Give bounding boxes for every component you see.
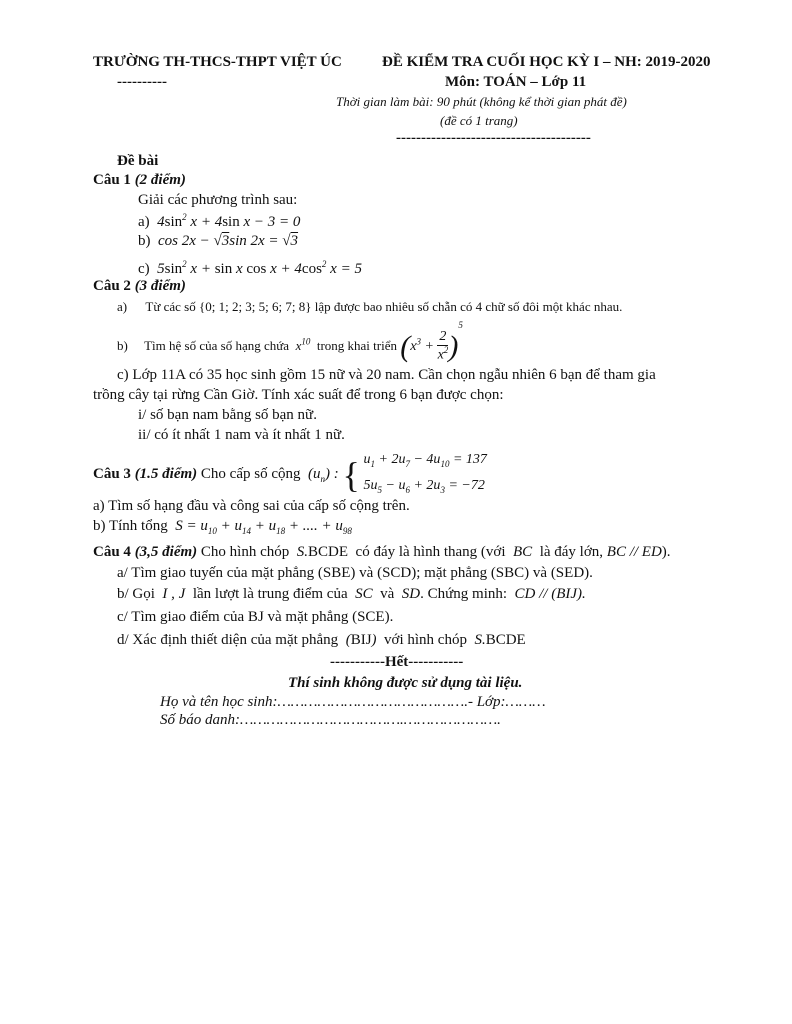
question-4b-sc: SC	[351, 586, 377, 602]
student-id-line: Số báo danh:……………………………….………………….	[160, 712, 501, 728]
question-4b-text-3: và	[380, 586, 395, 602]
question-1b-equation: cos 2x − √3sin 2x = √3	[154, 233, 299, 249]
end-marker: -----------Hết-----------	[330, 654, 464, 670]
question-3	[93, 449, 487, 501]
no-materials-note: Thí sinh không được sử dụng tài liệu.	[288, 675, 523, 691]
question-3b	[93, 518, 352, 536]
question-2b-label: b)	[117, 338, 128, 353]
question-2c-line-2: trồng cây tại rừng Cần Giờ. Tính xác suất để trong 6 bạn được chọn:	[93, 387, 504, 403]
question-4a: a/ Tìm giao tuyến của mặt phẳng (SBE) và (SCD); mặt phẳng (SBC) và (SED).	[117, 565, 593, 581]
question-1-points: (2 điểm)	[134, 172, 186, 188]
question-2c-line-1: c) Lớp 11A có 35 học sinh gồm 15 nữ và 20 nam. Cần chọn ngẫu nhiên 6 bạn để tham gia	[117, 367, 656, 383]
question-1c-label: c)	[138, 261, 150, 277]
question-4d-pyramid: S.BCDE	[470, 632, 526, 648]
question-4b-text-1: b/ Gọi	[117, 586, 155, 602]
question-4-text-2: có đáy là hình thang (với	[355, 544, 506, 560]
question-4c: c/ Tìm giao điểm của BJ và mặt phẳng (SCE).	[117, 609, 394, 625]
question-3-system: $u_1 + 2u_7 - 4u_{10} = 137$ $5u_5 - u_6 + 2u_3 = -72$	[363, 452, 487, 495]
question-3-text: Cho cấp số cộng	[200, 466, 301, 483]
question-1-intro: Giải các phương trình sau:	[138, 192, 298, 208]
question-3-points: (1.5 điểm)	[134, 466, 198, 483]
question-4-text-3: là đáy lớn,	[539, 544, 604, 560]
question-4-title: Câu 4	[93, 544, 131, 560]
school-name: TRƯỜNG TH-THCS-THPT VIỆT ÚC	[93, 54, 342, 70]
question-1-heading	[93, 172, 186, 189]
question-4b-claim: CD // (BIJ).	[510, 586, 586, 602]
header-dashes-left: ----------	[117, 74, 167, 90]
exam-title: ĐỀ KIỂM TRA CUỐI HỌC KỲ I – NH: 2019-2020	[382, 54, 711, 70]
question-2b	[117, 320, 463, 363]
question-4d-plane: (BIJ)	[341, 632, 381, 648]
question-2b-term: $x^{10}$	[292, 336, 311, 353]
question-3b-sum: $S = u_{10} + u_{14} + u_{18}$ + .... + $u_{98}$	[171, 518, 352, 536]
question-4-pyramid: S.BCDE	[293, 544, 349, 560]
pages-line: (đề có 1 trang)	[440, 113, 518, 128]
question-3-title: Câu 3	[93, 466, 131, 483]
section-heading: Đề bài	[117, 153, 159, 169]
question-1c-equation: $5\sin^2$ x + sin x $\cos x + 4\cos^2$ x = 5	[153, 259, 362, 277]
question-3a: a) Tìm số hạng đầu và công sai của cấp số cộng trên.	[93, 498, 410, 514]
question-3b-text: b) Tính tổng	[93, 518, 168, 534]
question-2c-i: i/ số bạn nam bằng số bạn nữ.	[138, 407, 317, 423]
question-4d	[117, 632, 526, 649]
question-4-bc: BC	[509, 544, 536, 560]
question-4d-text-1: d/ Xác định thiết diện của mặt phẳng	[117, 632, 339, 648]
question-1-title: Câu 1	[93, 172, 131, 188]
question-3-sequence: $(u_n)$ :	[304, 466, 339, 485]
question-4-parallel: BC // ED	[606, 544, 662, 560]
question-2a-label: a)	[117, 299, 128, 314]
question-2-heading	[93, 278, 186, 295]
question-2b-text-2: trong khai triển	[316, 338, 397, 353]
question-2-title: Câu 2	[93, 278, 131, 294]
question-4-text-1: Cho hình chóp	[200, 544, 290, 560]
question-4b-sd: SD	[398, 586, 421, 602]
question-3-system-brace: {	[342, 454, 360, 495]
question-1a	[138, 212, 300, 231]
question-4d-text-2: với hình chóp	[384, 632, 467, 648]
question-2a-set: {0; 1; 2; 3; 5; 6; 7; 8}	[198, 299, 312, 314]
question-4	[93, 544, 671, 561]
question-2c-ii: ii/ có ít nhất 1 nam và ít nhất 1 nữ.	[138, 427, 345, 443]
question-2a-text-1: Từ các số	[145, 299, 196, 314]
question-1a-label: a)	[138, 214, 150, 230]
question-1b-label: b)	[138, 233, 151, 249]
question-1c	[138, 259, 362, 278]
question-1b	[138, 233, 298, 250]
question-4-points: (3,5 điểm)	[134, 544, 198, 560]
question-4b-text-2: lần lượt là trung điểm của	[192, 586, 348, 602]
student-name-line: Họ và tên học sinh:…………………………………….- Lớp:………	[160, 694, 546, 710]
question-2a	[117, 299, 622, 315]
question-2b-expansion: ($x^3$ + $\frac{2}{x^2}$ )$^5$	[400, 320, 463, 363]
question-4b-points: I , J	[158, 586, 190, 602]
header-dashes-right: ---------------------------------------	[396, 130, 591, 146]
question-2-points: (3 điểm)	[134, 278, 186, 294]
question-2a-text-2: lập được bao nhiêu số chẵn có 4 chữ số đôi một khác nhau.	[314, 299, 623, 314]
question-4-close: ).	[661, 544, 671, 560]
question-4b-text-4: . Chứng minh:	[420, 586, 508, 602]
time-line: Thời gian làm bài: 90 phút (không kể thời gian phát đề)	[336, 94, 627, 109]
question-2b-text-1: Tìm hệ số của số hạng chứa	[144, 338, 290, 353]
question-4b	[117, 586, 586, 603]
question-1a-equation: $4\sin^2$ x + 4sin x − 3 = 0	[153, 212, 301, 230]
subject-line: Môn: TOÁN – Lớp 11	[445, 74, 587, 90]
